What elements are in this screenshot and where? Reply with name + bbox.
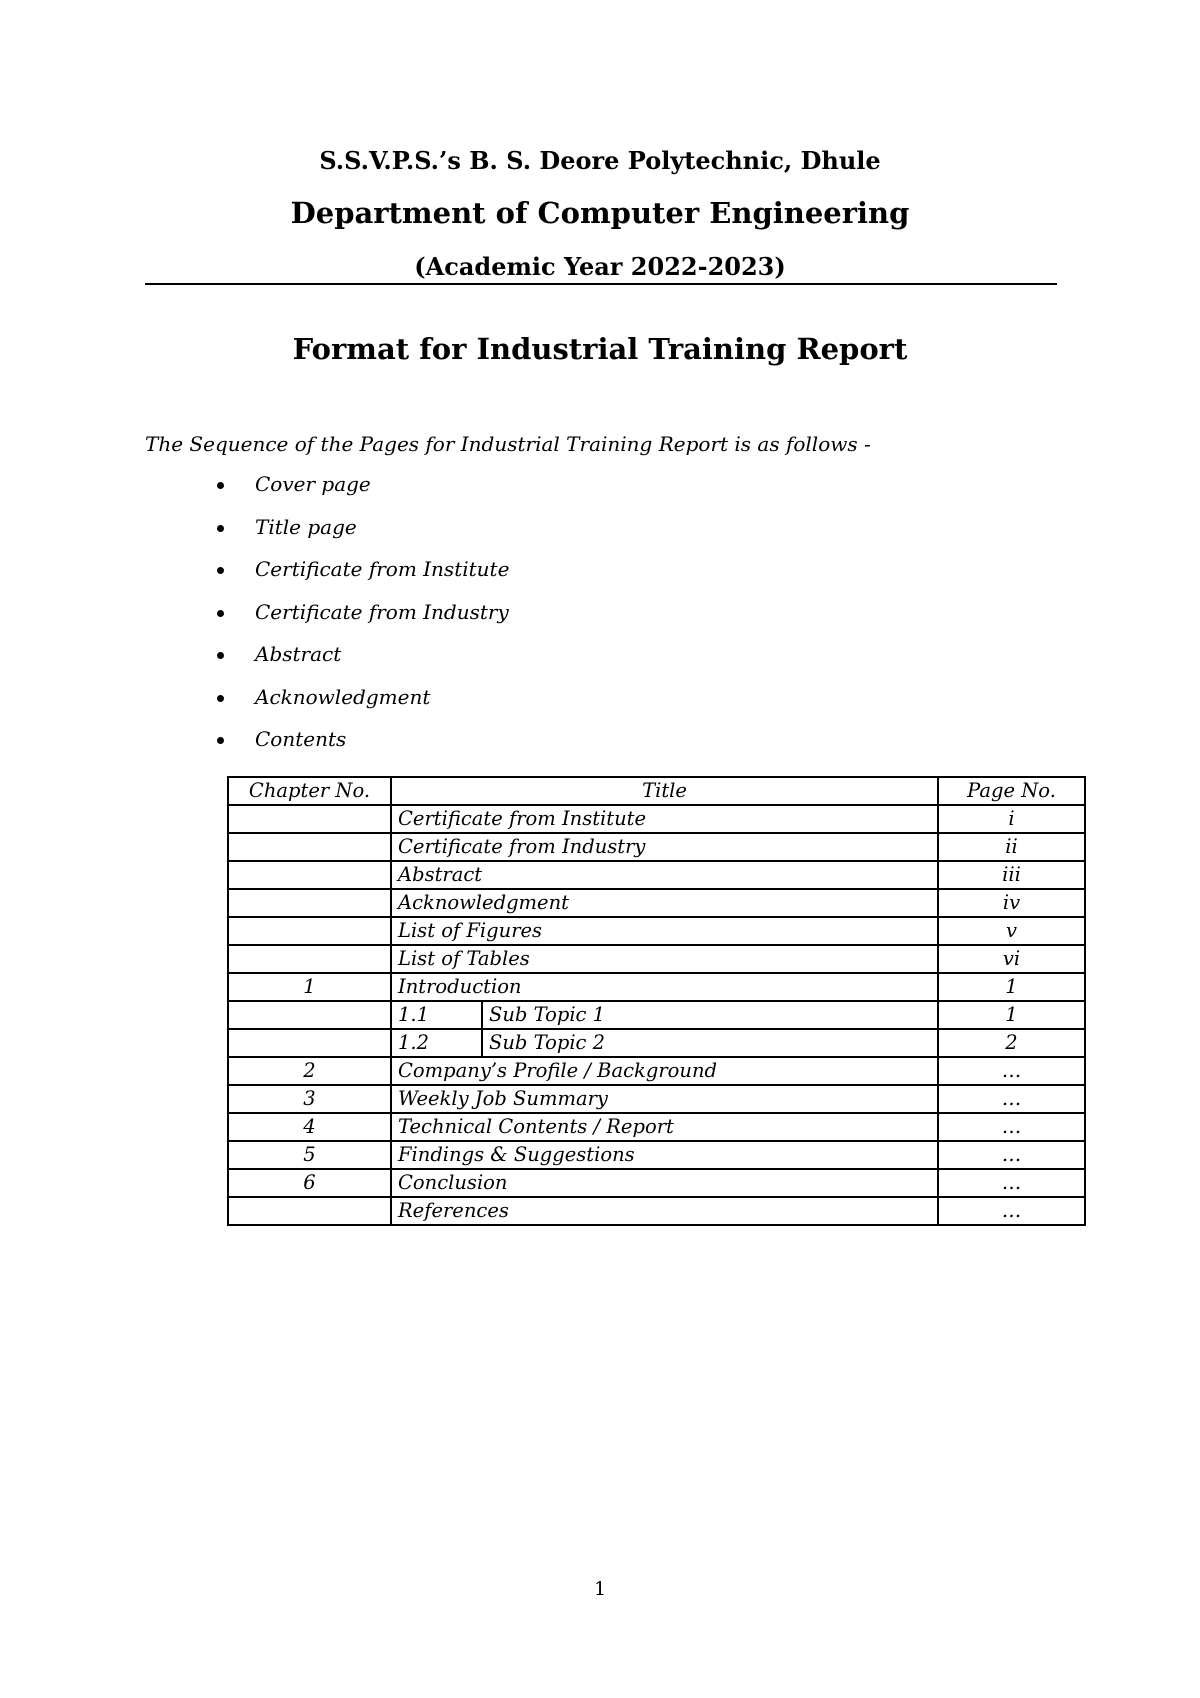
page-cell: … [938,1057,1085,1085]
sequence-item [213,727,509,770]
title-cell: Sub Topic 2 [482,1029,938,1057]
sequence-item [213,600,509,643]
table-row [228,1029,1085,1057]
table-row [228,1057,1085,1085]
header-divider [145,283,1057,285]
sequence-item-label: Certificate from Industry [255,599,509,624]
sequence-item [213,642,509,685]
chapter-cell [228,889,391,917]
page-cell: i [938,805,1085,833]
table-row [228,945,1085,973]
sub-number-cell: 1.1 [391,1001,482,1029]
sequence-item-label: Cover page [255,472,371,496]
chapter-cell: 3 [228,1085,391,1113]
bullet-icon [217,482,224,489]
page-cell: vi [938,945,1085,973]
table-row [228,833,1085,861]
chapter-cell [228,861,391,889]
table-row [228,1085,1085,1113]
page-cell: … [938,1085,1085,1113]
bullet-icon [217,695,224,702]
bullet-icon [217,525,224,532]
title-cell: Conclusion [391,1169,938,1197]
page-cell: 2 [938,1029,1085,1057]
chapter-cell: 4 [228,1113,391,1141]
page-cell: … [938,1169,1085,1197]
chapter-cell [228,917,391,945]
table-row [228,1197,1085,1225]
academic-year: (Academic Year 2022-2023) [414,252,786,281]
table-row [228,973,1085,1001]
document-title: Format for Industrial Training Report [292,332,908,366]
sequence-item-label: Contents [255,727,347,751]
bullet-icon [217,567,224,574]
chapter-cell [228,1197,391,1225]
sequence-item [213,515,509,558]
title-cell: List of Tables [391,945,938,973]
page-cell: ii [938,833,1085,861]
title-cell: Company’s Profile / Background [391,1057,938,1085]
page-cell: 1 [938,1001,1085,1029]
bullet-icon [217,737,224,744]
title-cell: Sub Topic 1 [482,1001,938,1029]
header-chapter-no: Chapter No. [228,777,391,805]
table-header-row [228,777,1085,805]
table-row [228,1113,1085,1141]
sub-number-cell: 1.2 [391,1029,482,1057]
page-cell: … [938,1113,1085,1141]
sequence-item-label: Title page [255,514,357,539]
sequence-item-label: Certificate from Institute [255,557,510,581]
table-row [228,805,1085,833]
title-cell: Acknowledgment [391,889,938,917]
sequence-item-label: Acknowledgment [255,684,431,709]
bullet-icon [217,610,224,617]
bullet-icon [217,652,224,659]
intro-text: The Sequence of the Pages for Industrial Training Report is as follows - [145,432,871,456]
title-cell: List of Figures [391,917,938,945]
sequence-item [213,685,509,728]
title-cell: References [391,1197,938,1225]
institute-name: S.S.V.P.S.’s B. S. Deore Polytechnic, Dhule [319,146,881,175]
table-row [228,889,1085,917]
table-row [228,861,1085,889]
sequence-list [213,472,509,770]
page-number: 1 [593,1578,607,1600]
page-cell: iii [938,861,1085,889]
table-row [228,1141,1085,1169]
chapter-cell: 6 [228,1169,391,1197]
page-cell: … [938,1197,1085,1225]
chapter-cell [228,945,391,973]
chapter-cell: 5 [228,1141,391,1169]
table-row [228,1001,1085,1029]
table-row [228,917,1085,945]
page-cell: iv [938,889,1085,917]
chapter-cell: 1 [228,973,391,1001]
contents-table [227,776,1086,1226]
header-page-no: Page No. [938,777,1085,805]
header-title: Title [391,777,938,805]
sequence-item [213,557,509,600]
chapter-cell [228,805,391,833]
title-cell: Certificate from Industry [391,833,938,861]
title-cell: Abstract [391,861,938,889]
chapter-cell [228,1001,391,1029]
table-row [228,1169,1085,1197]
chapter-cell: 2 [228,1057,391,1085]
title-cell: Certificate from Institute [391,805,938,833]
sequence-item-label: Abstract [255,642,342,666]
title-cell: Weekly Job Summary [391,1085,938,1113]
page-cell: v [938,917,1085,945]
title-cell: Introduction [391,973,938,1001]
title-cell: Technical Contents / Report [391,1113,938,1141]
chapter-cell [228,1029,391,1057]
title-cell: Findings & Suggestions [391,1141,938,1169]
sequence-item [213,472,509,515]
page-cell: … [938,1141,1085,1169]
page-cell: 1 [938,973,1085,1001]
chapter-cell [228,833,391,861]
department-name: Department of Computer Engineering [290,196,910,230]
